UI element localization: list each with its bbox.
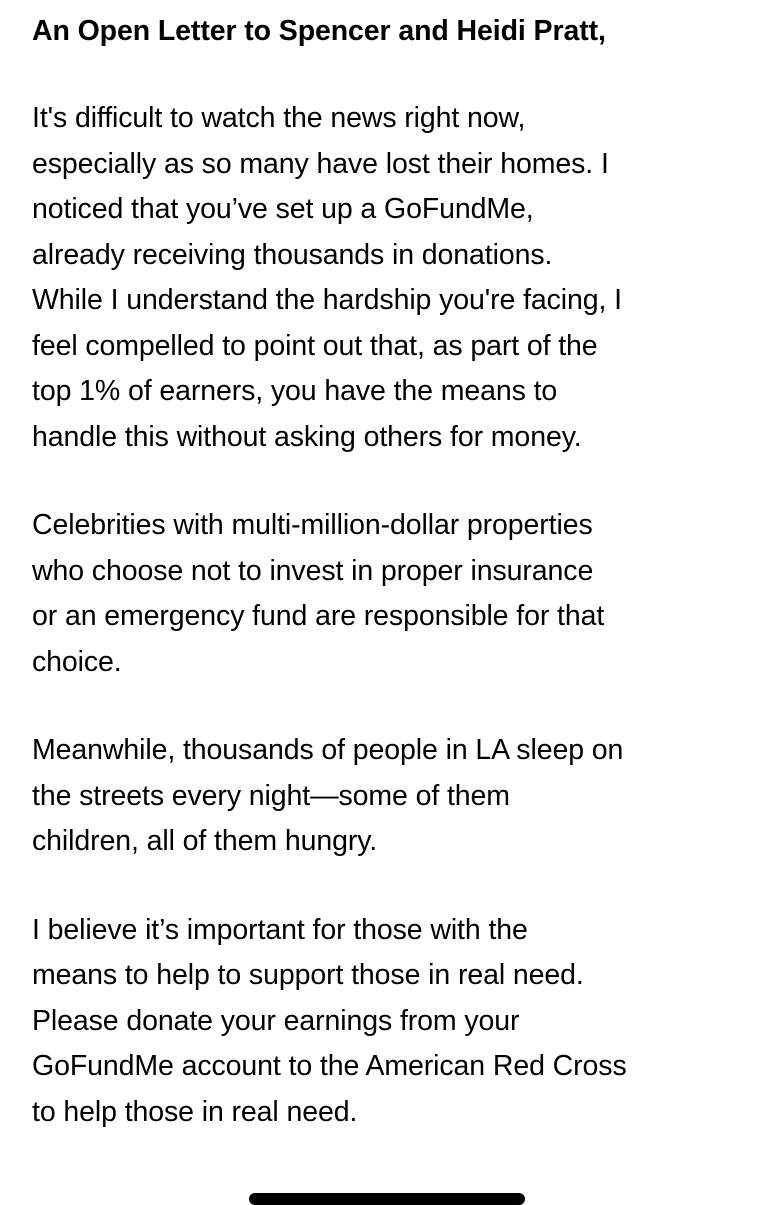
text-line: choice. (32, 645, 122, 678)
text-line: or an emergency fund are responsible for that (32, 600, 605, 632)
text-line: handle this without asking others for money. (32, 420, 582, 453)
home-indicator[interactable] (249, 1193, 525, 1205)
paragraph-4 (32, 908, 757, 1136)
note-body[interactable] (32, 8, 757, 1135)
text-line: who choose not to invest in proper insurance (32, 554, 594, 587)
text-line: noticed that you’ve set up a GoFundMe, (32, 193, 534, 225)
paragraph-1 (32, 96, 757, 460)
text-line: Please donate your earnings from your (32, 1004, 520, 1037)
spacer (32, 865, 757, 908)
spacer (32, 685, 757, 728)
text-line: GoFundMe account to the American Red Cross (32, 1050, 627, 1082)
note-title: An Open Letter to Spencer and Heidi Pratt, (32, 15, 606, 47)
spacer (32, 54, 757, 96)
text-line: means to help to support those in real need. (32, 959, 584, 991)
text-line: top 1% of earners, you have the means to (32, 375, 558, 407)
text-line: children, all of them hungry. (32, 825, 378, 857)
text-line: feel compelled to point out that, as part of the (32, 329, 598, 362)
spacer (32, 460, 757, 503)
text-line: Meanwhile, thousands of people in LA sleep on (32, 734, 624, 766)
text-line: to help those in real need. (32, 1095, 358, 1128)
text-line: Celebrities with multi-million-dollar properties (32, 509, 593, 541)
text-line: I believe it’s important for those with the (32, 913, 528, 946)
text-line: the streets every night—some of them (32, 779, 510, 812)
paragraph-2 (32, 503, 757, 685)
text-line: It's difficult to watch the news right now, (32, 102, 526, 134)
text-line: While I understand the hardship you're facing, I (32, 284, 622, 316)
text-line: especially as so many have lost their homes. I (32, 147, 609, 180)
text-line: already receiving thousands in donations. (32, 238, 553, 271)
paragraph-3 (32, 728, 757, 865)
